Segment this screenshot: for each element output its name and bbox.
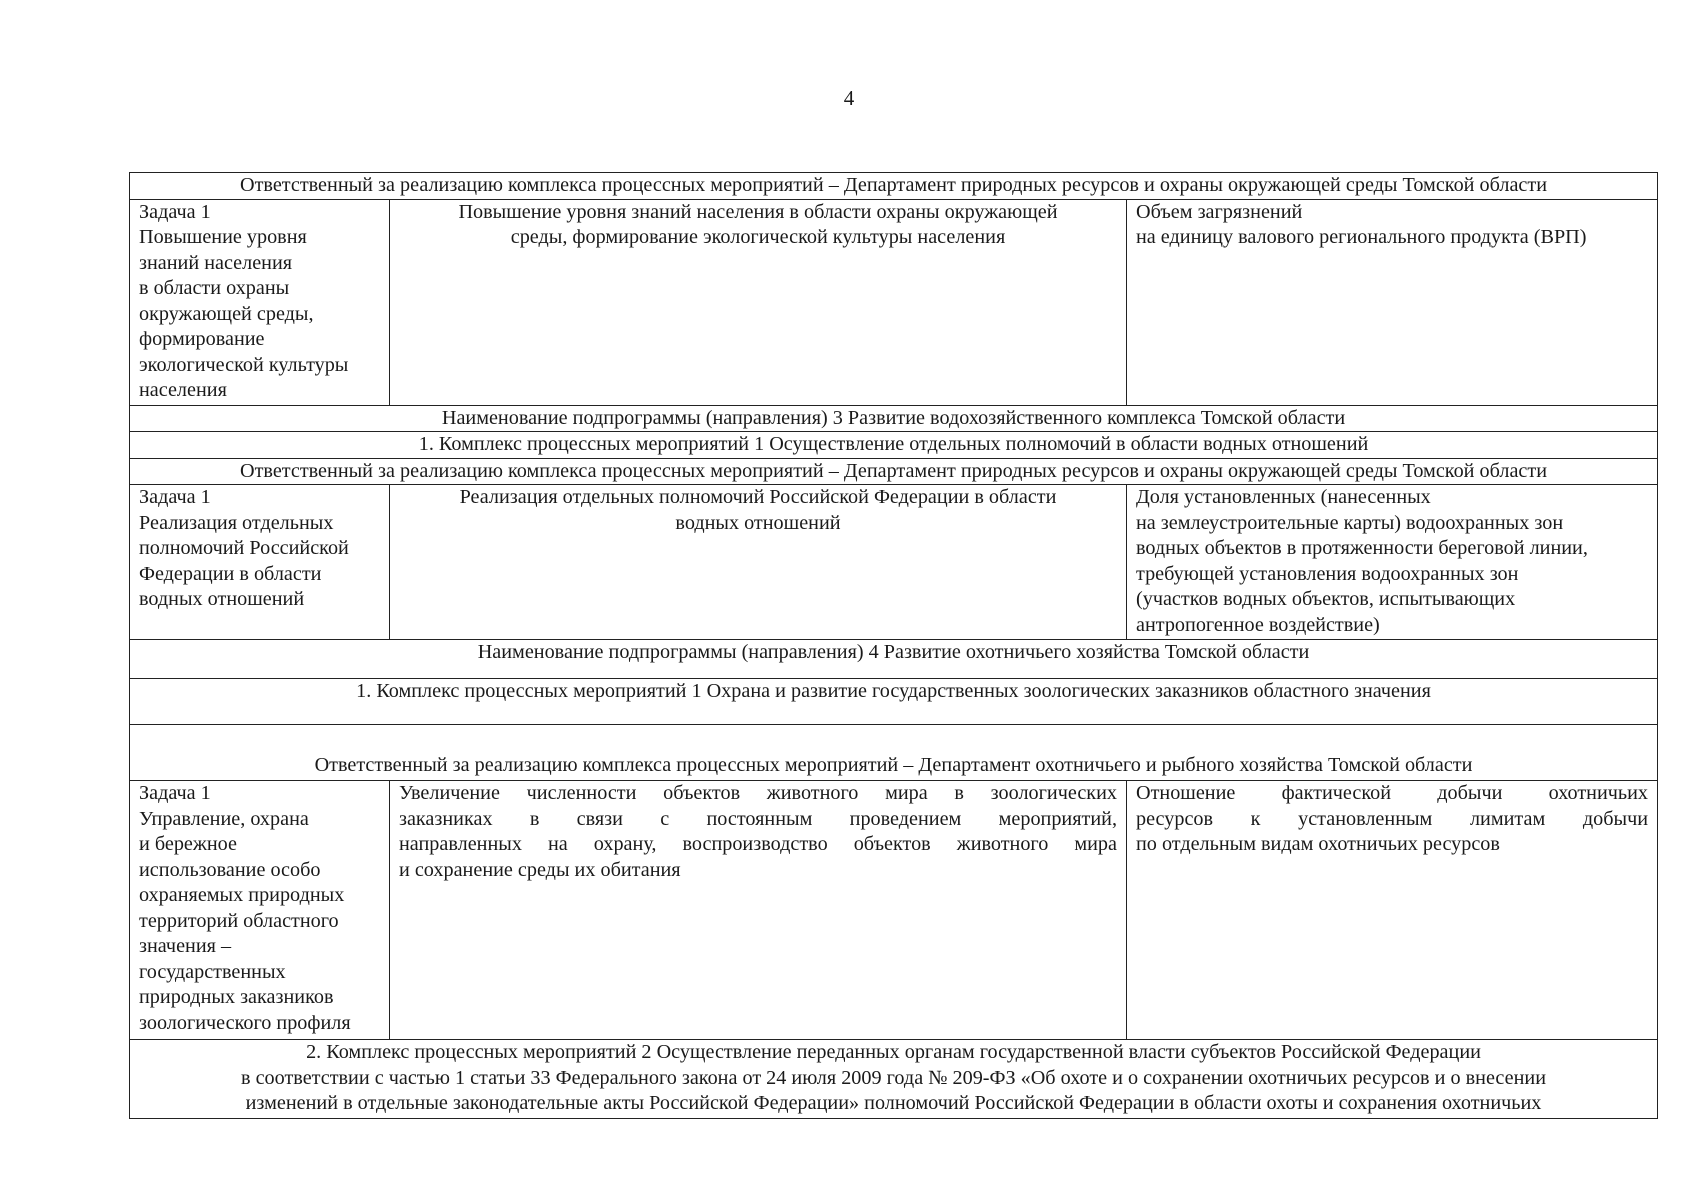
indicator-line: по отдельным видам охотничьих ресурсов: [1136, 833, 1500, 855]
task-line: в области охраны: [139, 277, 290, 299]
task-row: [130, 485, 1658, 640]
task-cell: [130, 485, 390, 640]
goal-line: среды, формирование экологической культуры населения: [510, 226, 1006, 248]
task-line: и бережное: [139, 833, 237, 855]
indicator-line: Доля установленных (нанесенных: [1136, 486, 1431, 508]
responsible-cell: Ответственный за реализацию комплекса процессных мероприятий – Департамент охотничьего и рыбного хозяйства Томской области: [130, 725, 1658, 781]
complex-row: [130, 432, 1658, 459]
task-cell: [130, 199, 390, 405]
complex-line: в соответствии с частью 1 статьи 33 Федерального закона от 24 июля 2009 года № 209-ФЗ «Об охоте и о сохранении охотничьих ресурсов и о внесении: [241, 1066, 1547, 1089]
task-cell: [130, 781, 390, 1040]
indicator-cell: [1127, 781, 1658, 1040]
complex-cell: 1. Комплекс процессных мероприятий 1 Охрана и развитие государственных зоологических заказников областного значения: [130, 679, 1658, 725]
goal-line: водных отношений: [675, 511, 841, 534]
indicator-line: ресурсов к установленным лимитам добычи: [1136, 807, 1649, 830]
task-row: [130, 781, 1658, 1040]
task-line: формирование: [139, 328, 265, 350]
task-line: природных заказников: [139, 986, 334, 1008]
task-line: Задача 1: [139, 782, 211, 804]
subprogram-row: [130, 640, 1658, 679]
subprogram-row: [130, 405, 1658, 432]
indicator-cell: [1127, 485, 1658, 640]
complex-row: [130, 679, 1658, 725]
task-line: территорий областного: [139, 909, 339, 932]
task-line: зоологического профиля: [139, 1011, 351, 1034]
indicators-table: [129, 172, 1658, 1119]
responsible-cell: Ответственный за реализацию комплекса процессных мероприятий – Департамент природных ресурсов и охраны окружающей среды Томской области: [130, 458, 1658, 485]
task-line: значения –: [139, 935, 232, 957]
indicator-cell: [1127, 199, 1658, 405]
responsible-cell: Ответственный за реализацию комплекса процессных мероприятий – Департамент природных ресурсов и охраны окружающей среды Томской области: [130, 173, 1658, 200]
complex-cell: [130, 1040, 1658, 1119]
task-line: государственных: [139, 960, 286, 983]
task-line: водных отношений: [139, 588, 305, 610]
indicator-line: водных объектов в протяженности береговой линии,: [1136, 537, 1588, 559]
task-line: охраняемых природных: [139, 884, 345, 906]
task-line: Задача 1: [139, 200, 211, 223]
goal-line: Увеличение численности объектов животного мира в зоологических: [399, 782, 1117, 804]
goal-cell: [390, 199, 1127, 405]
indicator-line: на землеустроительные карты) водоохранных зон: [1136, 511, 1564, 534]
responsible-row: [130, 173, 1658, 200]
task-line: Управление, охрана: [139, 807, 309, 830]
responsible-row: [130, 725, 1658, 781]
responsible-row: [130, 458, 1658, 485]
indicator-line: требующей установления водоохранных зон: [1136, 562, 1519, 585]
task-line: полномочий Российской: [139, 537, 349, 559]
task-line: окружающей среды,: [139, 302, 314, 325]
complex-cell: 1. Комплекс процессных мероприятий 1 Осуществление отдельных полномочий в области водных отношений: [130, 432, 1658, 459]
indicator-line: Отношение фактической добычи охотничьих: [1136, 782, 1649, 804]
task-line: Реализация отдельных: [139, 511, 334, 534]
indicator-line: антропогенное воздействие): [1136, 613, 1380, 636]
goal-line: Реализация отдельных полномочий Российской Федерации в области: [459, 486, 1057, 508]
task-line: знаний населения: [139, 251, 293, 274]
task-line: Задача 1: [139, 486, 211, 508]
indicator-line: (участков водных объектов, испытывающих: [1136, 588, 1516, 610]
goal-line: заказниках в связи с постоянным проведением мероприятий,: [399, 807, 1117, 830]
complex-line: изменений в отдельные законодательные акты Российской Федерации» полномочий Российской Федерации в области охоты и сохранения охотничьих: [245, 1092, 1542, 1114]
subprogram-cell: Наименование подпрограммы (направления) 3 Развитие водохозяйственного комплекса Томской области: [130, 405, 1658, 432]
task-row: [130, 199, 1658, 405]
goal-cell: [390, 781, 1127, 1040]
task-line: использование особо: [139, 858, 321, 881]
goal-line: и сохранение среды их обитания: [399, 858, 681, 881]
task-line: экологической культуры: [139, 353, 349, 376]
goal-line: направленных на охрану, воспроизводство объектов животного мира: [399, 833, 1117, 855]
subprogram-cell: Наименование подпрограммы (направления) 4 Развитие охотничьего хозяйства Томской области: [130, 640, 1658, 679]
task-line: Федерации в области: [139, 562, 322, 585]
complex-row: [130, 1040, 1658, 1119]
goal-line: Повышение уровня знаний населения в области охраны окружающей: [458, 200, 1058, 223]
indicator-line: Объем загрязнений: [1136, 200, 1303, 223]
task-line: Повышение уровня: [139, 226, 307, 248]
task-line: населения: [139, 379, 227, 401]
indicator-line: на единицу валового регионального продукта (ВРП): [1136, 226, 1587, 248]
goal-cell: [390, 485, 1127, 640]
complex-line: 2. Комплекс процессных мероприятий 2 Осуществление переданных органам государственной власти субъектов Российской Федерации: [306, 1041, 1481, 1063]
page-number: 4: [843, 86, 855, 110]
